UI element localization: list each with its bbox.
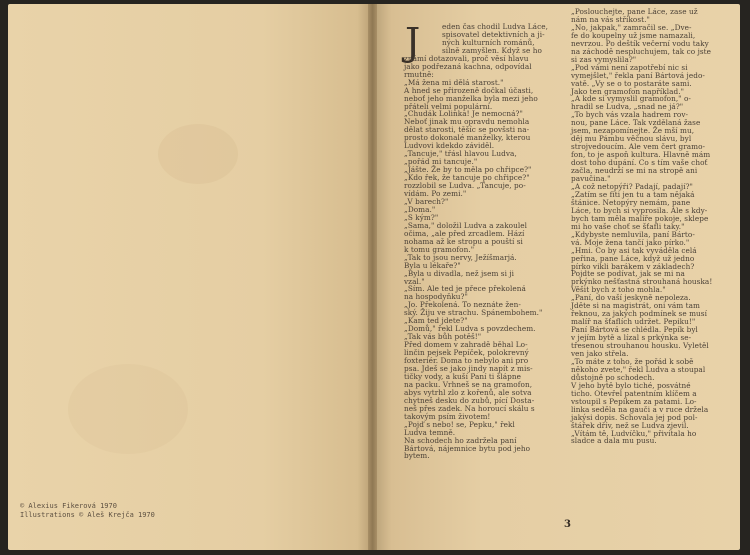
text-line: řeknou, za jakých podmínek se musí (571, 309, 707, 319)
text-line: dělat starosti, těšíc se povšsti na- (404, 125, 530, 135)
text-line: strojvedoucím. Ale vem čert gramo- (571, 142, 706, 152)
text-line: „Kdybyste nemluvila, paní Bárto- (571, 229, 695, 239)
text-line: na packu. Vrhneš se na gramofon, (404, 379, 533, 389)
text-line: Paní Bártová se chlédla. Pepík byl (571, 325, 698, 335)
text-line: dost toho dupání. Co s tím vaše choť (571, 158, 708, 168)
text-line: tičky vody, a kuší Paní ti šlápne (404, 371, 522, 381)
text-line: Jděte si na magistrát, oni vám tam (571, 301, 700, 311)
text-line: „A což netopýři? Padají, padají?" (571, 181, 693, 191)
text-line: pavučina." (571, 174, 611, 184)
page-stain (68, 364, 188, 454)
text-line: Před domem v zahradě běhal Lo- (404, 340, 528, 350)
text-line: „Chudák Lolinka! Je nemocná?" (404, 109, 523, 119)
text-line: k tomu gramofon." (404, 244, 475, 254)
text-line: eden čas chodil Ludva Láce, (442, 22, 548, 31)
text-column-right (571, 8, 712, 445)
text-line: „To máte z toho, že pořád k sobě (571, 356, 694, 366)
text-line: neboť jeho manželka byla mezi jeho (404, 93, 538, 103)
text-line: bych tam měla malíře pokoje, sklepe (571, 213, 709, 223)
text-line: rozzlobil se Ludva. „Tancuje, po- (404, 181, 526, 191)
page-stain (158, 124, 238, 184)
text-line: „Doma." (404, 204, 436, 214)
text-line: jako podřezaná kachna, odpovídal (404, 61, 532, 71)
text-line: hradil se Ludva, „snad ne já?" (571, 102, 684, 112)
text-line: mi ho vaše choť se šťafli taky." (571, 221, 685, 231)
text-line: „Má žena mi dělá starost." (404, 77, 504, 87)
text-line: očima, „ale před zrcadlem. Hází (404, 228, 525, 238)
text-line: nevrzou. Po deštík večerní vodu taky (571, 38, 709, 48)
text-line: vá. Moje žena tančí jako pírko." (571, 237, 690, 247)
text-line: si zas vymyslila?" (571, 54, 637, 64)
text-line: „Hmi. Co by asi tak vyváděla celá (571, 245, 697, 255)
drop-cap: J (405, 20, 421, 64)
text-line: „S kým?" (404, 212, 439, 222)
text-line: „pořád mi tancuje." (404, 157, 478, 167)
text-line: „Pod vámi není zapotřebí nic si (571, 62, 688, 72)
text-line: „Tak to jsou nervy, Ježíšmarjá. (404, 252, 517, 262)
text-line: Pojdte se podívat, jak se mi na (571, 269, 685, 279)
text-line: jsem, nezapomínejte. Že mší mu, (571, 126, 695, 136)
text-line: známí dotazovali, proč věsí hlavu (404, 53, 529, 63)
text-line: vstoupil s Pepíkem za patami. Lo- (571, 396, 697, 406)
text-line: pírko vikli barákem v základech? (571, 261, 695, 271)
text-line: vídám. Po zemi." (404, 189, 467, 199)
text-line: „V barech?" (404, 196, 449, 206)
text-line: na hospodyňku?" (404, 292, 468, 302)
text-line: malíř na šťaflích udržet. Pepiku!" (571, 317, 696, 327)
text-line: vymejšlet," řekla paní Bártová jedo- (571, 70, 705, 80)
text-line: „Kdo řek, že tancuje po chřipce?" (404, 173, 530, 183)
text-line: třesenou strouhanou housku. Vyletěl (571, 341, 709, 351)
text-line: psa. Jdeš se jako jindy napít z mis- (404, 363, 533, 373)
text-line: Ludva temně. (404, 427, 456, 437)
text-line: „Byla u divadla, než jsem si ji (404, 268, 515, 278)
text-line: Věšit bych z toho mohla." (571, 285, 666, 295)
text-column-left (404, 20, 548, 461)
text-line: „Jášte. Že by to měla po chřipce?" (404, 165, 532, 175)
text-line: Na schodech ho zadržela paní (404, 435, 517, 445)
text-line: „Sím. Ale ted je přece překolená (404, 284, 526, 294)
text-line: Neboť jinak mu opravdu nemohla (404, 117, 530, 127)
text-line: sladce a dala mu pusu. (571, 436, 657, 446)
text-line: nám na vás stříkost." (571, 14, 650, 24)
text-line: prkýnko nešťastná strouhaná houska! (571, 277, 713, 287)
text-line: Byla u lékaře?" (404, 260, 461, 270)
text-line: „A kde si vymyslil gramofon," o- (571, 94, 691, 104)
text-line: prosto dokonalé manželky, kterou (404, 133, 531, 143)
text-line: „Kam ted jdete?" (404, 316, 468, 326)
text-line: přáteli velmi populární. (404, 101, 493, 111)
text-line: Ludvovi kdekdo záviděl. (404, 141, 495, 151)
text-line: na záchodě nespluchujem, tak co jste (571, 46, 712, 56)
text-line: někoho zvete," řekl Ludva a stoupal (571, 364, 706, 374)
text-line: jakýsi dopis. Schovala jej pod pol- (571, 412, 698, 422)
left-page (8, 4, 372, 550)
text-line: A hned se přirozeně dočkal účasti, (404, 85, 534, 95)
text-line: děj mu Pámbu věčnou slávu, byl (571, 134, 692, 144)
text-line: „Poslouchejte, pane Láce, zase už (571, 7, 698, 16)
text-line: nohama až ke stropu a pouští si (404, 236, 523, 246)
text-line: foxteriér. Doma to nebylo ani pro (404, 356, 529, 366)
text-line: spisovatel detektivních a ji- (442, 29, 545, 39)
text-line: „Pojď s nebo! se, Pepku," řekl (404, 419, 515, 429)
text-line: „Vítám tě, Ludvíčku," přivítala ho (571, 428, 697, 438)
text-line: chytneš desku do zubů, pící Dosta- (404, 395, 535, 405)
text-line: „No, jakpak," zamračil se. „Dve- (571, 22, 692, 32)
text-line: štánice. Netopýry nemám, pane (571, 197, 691, 207)
text-line: vzal." (404, 276, 425, 286)
text-line: Bártová, nájemnice bytu pod jeho (404, 443, 531, 453)
text-line: v jejím bytě a lízal s prkýnka se- (571, 333, 692, 343)
text-line: „Tancuje," třásl hlavou Ludva, (404, 149, 517, 159)
book-gutter (368, 4, 377, 550)
text-line: Láce, to bych si vyprosila. Ale s kdy- (571, 205, 708, 215)
text-line: peřina, pane Láce, když už jedno (571, 253, 695, 263)
text-line: ných kulturních románů, (442, 37, 535, 47)
copyright-author-line: © Alexius Fikerová 1970 (20, 502, 117, 510)
text-line: „Sama," doložil Ludva a zakoulel (404, 220, 527, 230)
text-line: ticho. Otevřel patentním klíčem a (571, 388, 697, 398)
text-line: ský. Žiju ve strachu. Spánembohem." (404, 308, 543, 318)
text-line: takovým psím životem! (404, 411, 491, 421)
text-line: „To bych vás vzala hadrem rov- (571, 110, 689, 120)
text-line: fe do koupelny už jsme namazali, (571, 30, 696, 40)
text-line: nou, pane Láce. Tak vzdělaná žase (571, 118, 701, 128)
text-line: štářek dřív, než se Ludva zjevil. (571, 420, 689, 430)
text-line: bytem. (404, 451, 430, 461)
text-line: neš přes zadek. Na horoucí skálu s (404, 403, 535, 413)
text-line: abys vytrhl zlo z kořenů, ale sotva (404, 387, 532, 397)
text-line: fon, to je aspoň kultura. Hlavně mám (571, 150, 711, 160)
page-number: 3 (564, 519, 571, 530)
text-line: „Paní, do vaší jeskyně nepoleza. (571, 293, 691, 303)
text-line: ven jako střela. (571, 348, 629, 358)
text-line: „Tak vás bůh potěš!" (404, 332, 482, 342)
text-line: „Jo. Překolená. To neznáte žen- (404, 300, 521, 310)
text-line: rmutně: (404, 69, 434, 79)
text-line: linčin pejsek Pepíček, polokrevný (404, 348, 529, 358)
text-line: začla, neudrží se mi na stropě ani (571, 166, 698, 176)
text-line: V jeho bytě bylo tiché, posvátné (571, 380, 691, 390)
text-line: linka seděla na gauči a v ruce držela (571, 404, 709, 414)
text-line: „Domů," řekl Ludva s povzdechem. (404, 324, 536, 334)
copyright-notice (20, 502, 155, 519)
text-line: Jako ten gramofon například." (571, 86, 685, 96)
text-line: důstojně po schodech. (571, 372, 655, 382)
text-line: silně zamyšlen. Když se ho (442, 45, 542, 55)
copyright-illustrations-line: Illustrations © Aleš Krejča 1970 (20, 510, 155, 519)
text-line: „Zatím se fíti jen tu a tam nějaká (571, 189, 695, 199)
text-line: vatě. „Vy se o to postaráte sami. (571, 78, 692, 88)
